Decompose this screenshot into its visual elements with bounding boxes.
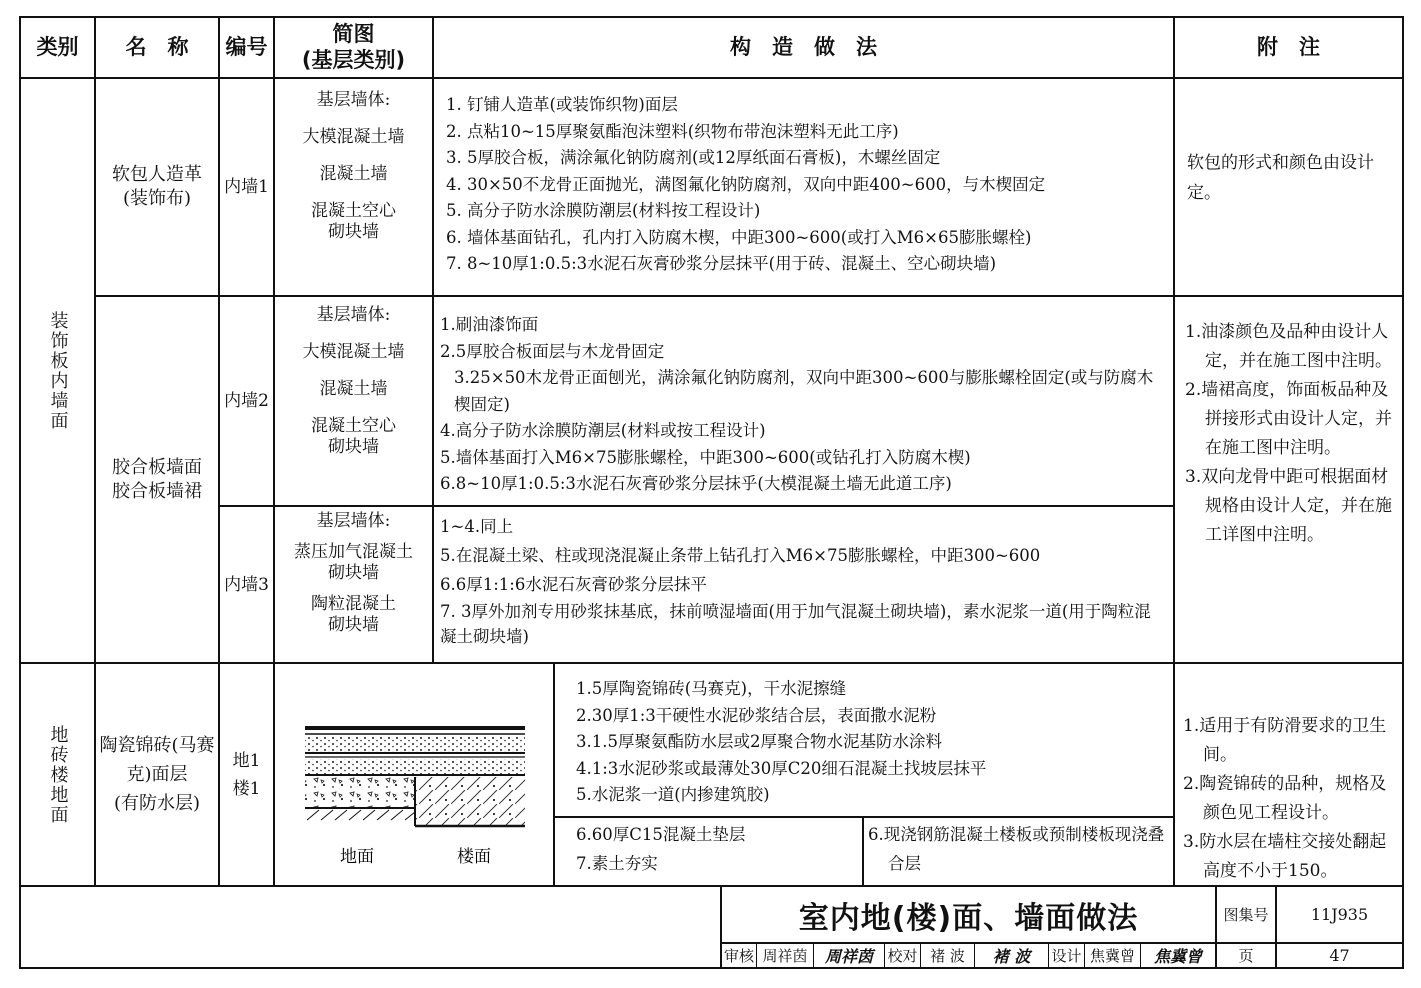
s2-step-1: 1.5厚陶瓷锦砖(马赛克)，干水泥擦缝 (576, 679, 847, 698)
atlas-number: 11J935 (1310, 905, 1369, 924)
row3-base-1: 蒸压加气混凝土 砌块墙 (294, 542, 413, 583)
row1-step-7: 7. 8~10厚1:0.5:3水泥石灰膏砂浆分层抹平(用于砖、混凝土、空心砌块墙) (446, 254, 997, 273)
tile-layer (305, 726, 525, 730)
reviewer-name: 周祥茵 (762, 947, 808, 965)
row3-step-2: 5.在混凝土梁、柱或现浇混凝止条带上钻孔打入M6×75膨胀螺栓，中距300~600 (440, 546, 1041, 565)
row1-step-5: 5. 高分子防水涂膜防潮层(材料按工程设计) (446, 201, 761, 220)
page-number: 47 (1329, 946, 1350, 965)
row3-base-0: 基层墙体: (316, 511, 391, 531)
reviewer-signature: 周祥茵 (824, 947, 873, 966)
row2-steps (440, 312, 1164, 498)
row2-base-3: 混凝土空心 砌块墙 (311, 416, 396, 457)
row23-note-3: 3.双向龙骨中距可根据面材规格由设计人定，并在施工详图中注明。 (1185, 467, 1392, 545)
header-note: 附 注 (1257, 34, 1320, 59)
row2-step-5: 5.墙体基面打入M6×75膨胀螺栓，中距300~600(或钻孔打入防腐木楔) (440, 447, 971, 467)
header-sketch (275, 18, 432, 77)
row1-step-1: 1. 钉铺人造革(或装饰织物)面层 (446, 95, 678, 114)
row2-step-4: 4.高分子防水涂膜防潮层(材料或按工程设计) (440, 421, 766, 440)
header-sketch-title: 简图 (332, 22, 375, 47)
floor-slab (416, 777, 525, 825)
floor-section-sketch (275, 664, 553, 885)
s2-step-2: 2.30厚1:3干硬性水泥砂浆结合层，表面撒水泥粉 (576, 705, 937, 725)
row1-base-2: 混凝土墙 (319, 164, 388, 184)
designer-name: 焦冀曾 (1089, 947, 1135, 965)
design-label: 设计 (1051, 947, 1082, 965)
section1-category (21, 79, 94, 662)
header-sketch-sub: (基层类别) (301, 47, 406, 72)
soil-hatch (307, 810, 415, 820)
row23-note-2: 2.墙裙高度，饰面板品种及拼接形式由设计人定，并在施工图中注明。 (1185, 380, 1392, 458)
section2-common-steps (576, 676, 1166, 809)
row2-code: 内墙2 (224, 391, 269, 411)
row3-step-1: 1~4.同上 (440, 517, 514, 536)
row3-step-3: 6.6厚1:1:6水泥石灰膏砂浆分层抹平 (440, 575, 707, 594)
row2-base-2: 混凝土墙 (319, 379, 388, 399)
mortar-layer (305, 736, 525, 752)
row3-steps (440, 512, 1164, 649)
row1-base-1: 大模混凝土墙 (302, 127, 405, 147)
row3-base-2: 陶粒混凝土 砌块墙 (311, 594, 396, 635)
row1-base-0: 基层墙体: (316, 90, 391, 110)
page-label: 页 (1238, 947, 1254, 965)
section2-name: 陶瓷锦砖(马赛克)面层 (有防水层) (99, 735, 215, 814)
row1-note: 软包的形式和颜色由设计定。 (1187, 153, 1374, 203)
atlas-label: 图集号 (1223, 906, 1269, 924)
section2-category (21, 664, 94, 885)
header-code: 编号 (225, 34, 268, 59)
row3-code: 内墙3 (224, 574, 269, 595)
row3-step-4: 7. 3厚外加剂专用砂浆抹基底，抹前喷湿墙面(用于加气混凝土砌块墙)，素水泥浆一道(用于陶粒混凝土砌块墙) (440, 602, 1151, 646)
ground-label: 地面 (340, 847, 374, 867)
row2-step-6: 6.8~10厚1:0.5:3水泥石灰膏砂浆分层抹乎(大模混凝土墙无此道工序) (440, 474, 952, 493)
row2-base-0: 基层墙体: (316, 305, 391, 325)
row1-code: 内墙1 (224, 177, 269, 197)
review-label: 审核 (723, 947, 754, 965)
section2-floor-steps (868, 820, 1168, 878)
row2-step-1: 1.刷油漆饰面 (440, 315, 539, 334)
section2-ground-steps (576, 820, 856, 878)
row2-step-2: 2.5厚胶合板面层与木龙骨固定 (440, 341, 665, 361)
slope-layer (305, 759, 525, 774)
section2-notes (1183, 712, 1395, 886)
header-method: 构 造 做 法 (730, 34, 877, 59)
row1-step-3: 3. 5厚胶合板，满涂氟化钠防腐剂(或12厚纸面石膏板)，木螺丝固定 (446, 148, 941, 167)
drawing-title: 室内地(楼)面、墙面做法 (798, 900, 1139, 936)
header-name: 名 称 (125, 34, 189, 59)
row2-step-3: 3.25×50木龙骨正面刨光，满涂氟化钠防腐剂，双向中距300~600与膨胀螺栓固定(或与防腐木楔固定) (454, 368, 1154, 414)
s2-step-3: 3.1.5厚聚氨酯防水层或2厚聚合物水泥基防水涂料 (576, 732, 942, 751)
section1-category-text: 装饰板内墙面 (47, 310, 69, 431)
s2-step-4: 4.1:3水泥砂浆或最薄处30厚C20细石混凝土找坡层抹平 (576, 758, 987, 778)
section2-code: 地1 楼1 (232, 750, 261, 799)
check-label: 校对 (887, 947, 918, 965)
row1-base-3: 混凝土空心 砌块墙 (311, 201, 396, 242)
floor-label: 楼面 (457, 847, 491, 867)
row1-step-2: 2. 点粘10~15厚聚氨酯泡沫塑料(织物布带泡沫塑料无此工序) (446, 121, 899, 141)
section2-category-text: 地砖楼地面 (47, 724, 69, 825)
checker-signature: 褚 波 (992, 947, 1031, 966)
row2-name: 胶合板墙面 胶合板墙裙 (112, 456, 202, 502)
s2-note-1: 1.适用于有防滑要求的卫生间。 (1183, 716, 1387, 765)
s2-note-3: 3.防水层在墙柱交接处翻起高度不小于150。 (1183, 832, 1387, 881)
designer-signature: 焦冀曾 (1153, 947, 1202, 966)
row23-notes (1185, 318, 1395, 550)
s2-floor-step-6: 6.现浇钢筋混凝土楼板或预制楼板现浇叠合层 (868, 825, 1165, 873)
row2-base-1: 大模混凝土墙 (302, 342, 405, 362)
row1-name: 软包人造革 (装饰布) (112, 164, 202, 209)
row23-note-1: 1.油漆颜色及品种由设计人定，并在施工图中注明。 (1185, 322, 1392, 371)
row1-step-4: 4. 30×50不龙骨正面抛光，满图氟化钠防腐剂，双向中距400~600，与木楔固定 (446, 174, 1046, 194)
s2-ground-step-6: 6.60厚C15混凝土垫层 (576, 825, 746, 844)
s2-step-5: 5.水泥浆一道(内掺建筑胶) (576, 785, 770, 804)
row2-base-list (275, 305, 432, 474)
s2-note-2: 2.陶瓷锦砖的品种，规格及颜色见工程设计。 (1183, 774, 1387, 823)
s2-ground-step-7: 7.素土夯实 (576, 854, 658, 873)
ground-concrete (305, 777, 415, 807)
row1-steps (446, 92, 1168, 278)
checker-name: 褚 波 (930, 947, 965, 965)
header-category: 类别 (36, 34, 79, 59)
row1-base-list (275, 90, 432, 259)
row3-base-list (275, 511, 432, 652)
row1-step-6: 6. 墙体基面钻孔，孔内打入防腐木楔，中距300~600(或打入M6×65膨胀螺栓) (446, 227, 1032, 247)
